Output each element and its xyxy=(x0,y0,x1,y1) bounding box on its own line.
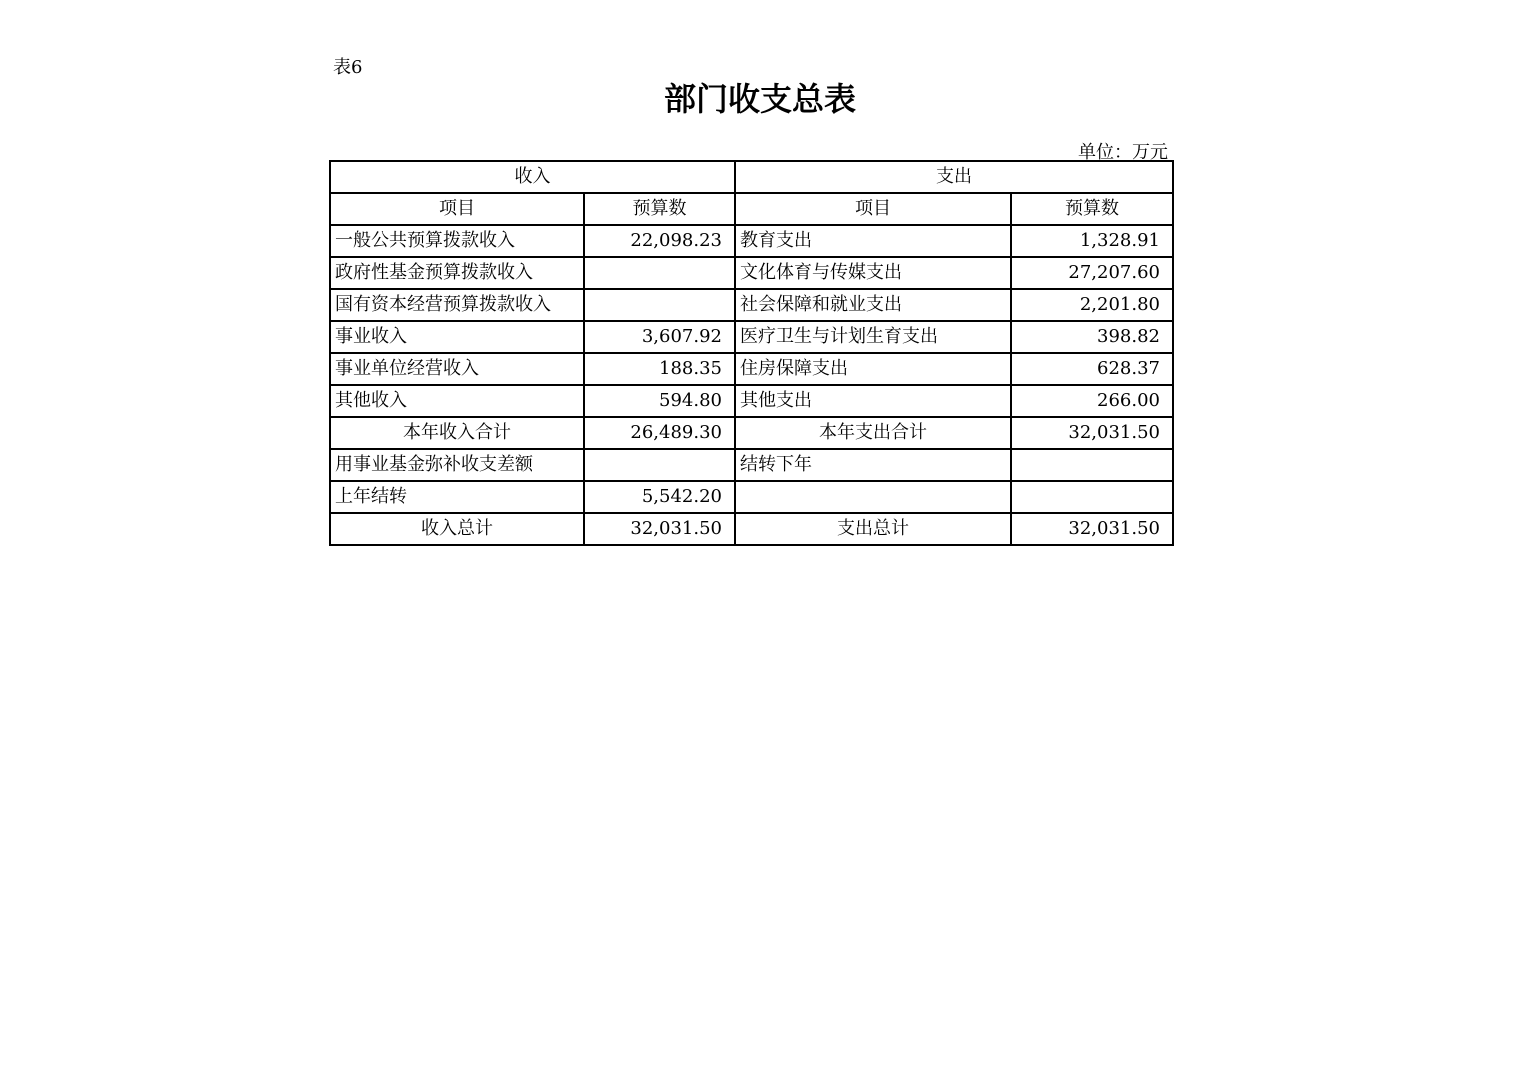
table-row xyxy=(330,225,1173,257)
expense-item-cell: 社会保障和就业支出 xyxy=(735,289,1011,321)
expense-item-cell: 医疗卫生与计划生育支出 xyxy=(735,321,1011,353)
income-amount-cell: 26,489.30 xyxy=(584,417,735,449)
income-item-cell: 一般公共预算拨款收入 xyxy=(330,225,584,257)
income-item-cell: 其他收入 xyxy=(330,385,584,417)
income-amount-cell: 32,031.50 xyxy=(584,513,735,545)
table-row xyxy=(330,449,1173,481)
expense-item-cell: 支出总计 xyxy=(735,513,1011,545)
income-amount-cell xyxy=(584,289,735,321)
expense-amount-header: 预算数 xyxy=(1011,193,1173,225)
income-item-header: 项目 xyxy=(330,193,584,225)
income-amount-cell: 3,607.92 xyxy=(584,321,735,353)
table-row xyxy=(330,513,1173,545)
income-item-cell: 事业收入 xyxy=(330,321,584,353)
expense-amount-cell: 266.00 xyxy=(1011,385,1173,417)
income-item-cell: 收入总计 xyxy=(330,513,584,545)
income-item-cell: 政府性基金预算拨款收入 xyxy=(330,257,584,289)
column-header-row xyxy=(330,193,1173,225)
income-item-cell: 事业单位经营收入 xyxy=(330,353,584,385)
income-amount-cell: 594.80 xyxy=(584,385,735,417)
expense-amount-cell: 398.82 xyxy=(1011,321,1173,353)
income-amount-cell xyxy=(584,449,735,481)
table-row xyxy=(330,257,1173,289)
expense-item-cell: 结转下年 xyxy=(735,449,1011,481)
unit-label: 单位：万元 xyxy=(1078,142,1168,163)
budget-table xyxy=(329,160,1174,546)
income-item-cell: 国有资本经营预算拨款收入 xyxy=(330,289,584,321)
expense-item-header: 项目 xyxy=(735,193,1011,225)
table-row xyxy=(330,289,1173,321)
expense-amount-cell xyxy=(1011,449,1173,481)
income-item-cell: 上年结转 xyxy=(330,481,584,513)
expense-item-cell: 其他支出 xyxy=(735,385,1011,417)
income-item-cell: 用事业基金弥补收支差额 xyxy=(330,449,584,481)
expense-item-cell: 住房保障支出 xyxy=(735,353,1011,385)
expense-amount-cell: 628.37 xyxy=(1011,353,1173,385)
expense-header: 支出 xyxy=(735,161,1173,193)
page-title: 部门收支总表 xyxy=(663,80,856,118)
table-number: 表6 xyxy=(333,57,363,78)
expense-amount-cell: 32,031.50 xyxy=(1011,513,1173,545)
income-amount-cell: 22,098.23 xyxy=(584,225,735,257)
expense-amount-cell: 27,207.60 xyxy=(1011,257,1173,289)
income-header: 收入 xyxy=(330,161,735,193)
expense-amount-cell: 1,328.91 xyxy=(1011,225,1173,257)
table-row xyxy=(330,353,1173,385)
table-row xyxy=(330,417,1173,449)
table-row xyxy=(330,321,1173,353)
expense-item-cell: 本年支出合计 xyxy=(735,417,1011,449)
table-row xyxy=(330,385,1173,417)
expense-amount-cell: 2,201.80 xyxy=(1011,289,1173,321)
expense-item-cell: 文化体育与传媒支出 xyxy=(735,257,1011,289)
income-amount-cell: 188.35 xyxy=(584,353,735,385)
expense-item-cell xyxy=(735,481,1011,513)
expense-amount-cell: 32,031.50 xyxy=(1011,417,1173,449)
group-header-row xyxy=(330,161,1173,193)
expense-amount-cell xyxy=(1011,481,1173,513)
income-amount-cell: 5,542.20 xyxy=(584,481,735,513)
income-amount-header: 预算数 xyxy=(584,193,735,225)
table-row xyxy=(330,481,1173,513)
income-amount-cell xyxy=(584,257,735,289)
income-item-cell: 本年收入合计 xyxy=(330,417,584,449)
expense-item-cell: 教育支出 xyxy=(735,225,1011,257)
